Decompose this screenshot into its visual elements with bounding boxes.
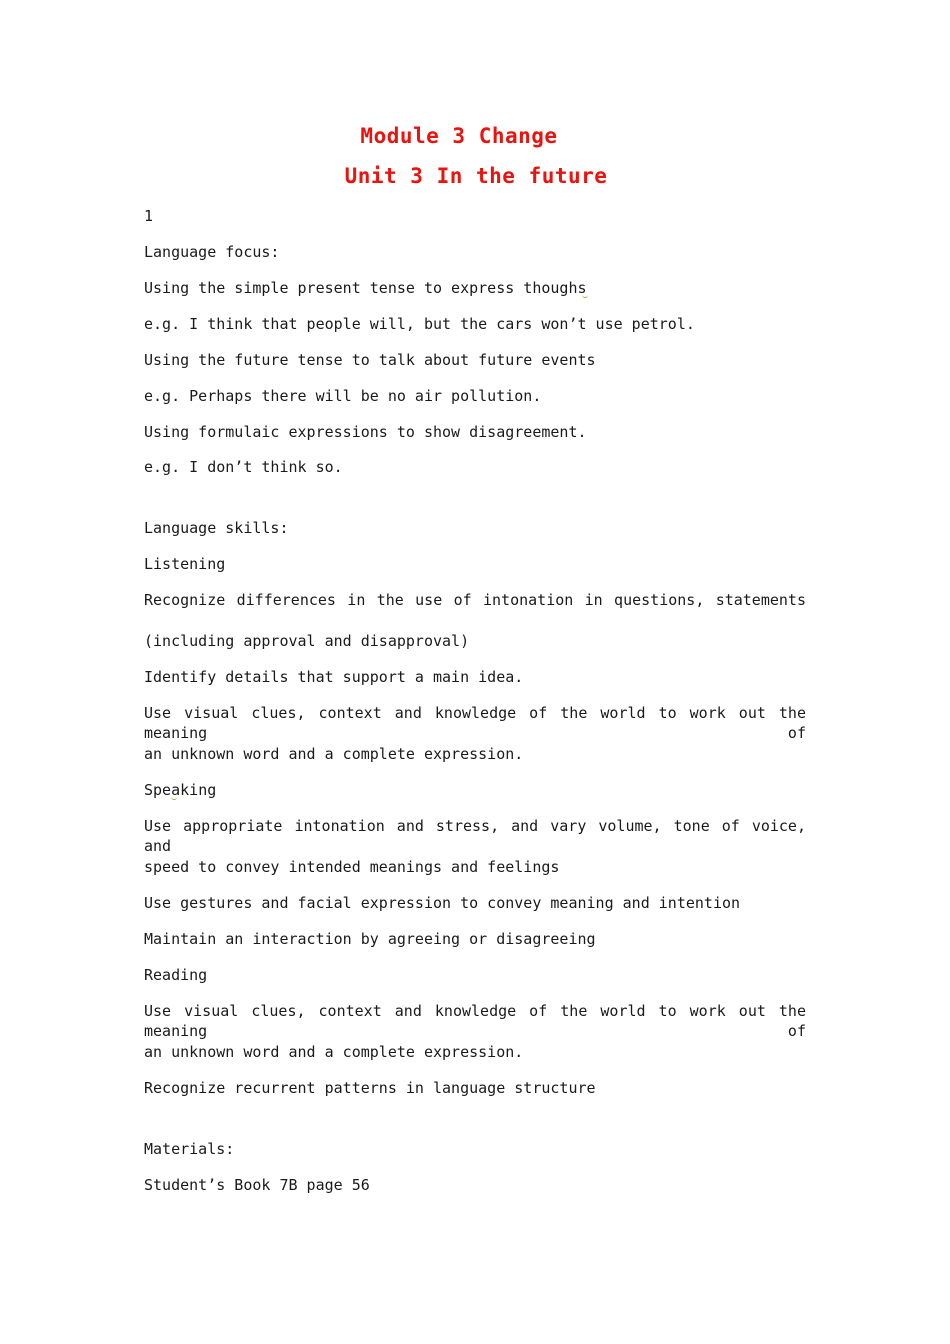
listening-heading: Listening: [144, 555, 226, 573]
document-title: Module 3 Change: [360, 124, 558, 148]
focus-line-3: Using the future tense to talk about future events: [144, 351, 596, 369]
focus-line-1: [144, 278, 587, 298]
speaking-heading-b: ng: [198, 781, 217, 799]
reading-line-2: Recognize recurrent patterns in language structure: [144, 1079, 596, 1097]
listening-line-3a: Use visual clues, context and knowledge of the world to work out the meaning of: [144, 704, 806, 742]
focus-line-2: e.g. I think that people will, but the cars won’t use petrol.: [144, 315, 695, 333]
focus-line-6: e.g. I don’t think so.: [144, 458, 343, 476]
listening-line-3b: an unknown word and a complete expression.: [144, 745, 524, 763]
speaking-line-3: Maintain an interaction by agreeing or disagreeing: [144, 930, 596, 948]
section-number: 1: [144, 207, 154, 225]
listening-line-2: Identify details that support a main idea.: [144, 668, 524, 686]
speaking-heading-a: Speaki: [144, 781, 199, 799]
speaking-line-2: Use gestures and facial expression to convey meaning and intention: [144, 894, 741, 912]
speaking-heading: [144, 780, 216, 800]
language-skills-heading: Language skills:: [144, 519, 289, 537]
focus-line-1-tail: s: [577, 279, 587, 297]
focus-line-4: e.g. Perhaps there will be no air pollution.: [144, 387, 542, 405]
reading-heading: Reading: [144, 966, 208, 984]
reading-line-1b: an unknown word and a complete expression.: [144, 1043, 524, 1061]
language-focus-heading: Language focus:: [144, 243, 280, 261]
document-subtitle: Unit 3 In the future: [344, 164, 608, 188]
listening-line-1a: Recognize differences in the use of intonation in questions, statements: [144, 591, 806, 609]
listening-line-1b: (including approval and disapproval): [144, 632, 470, 650]
speaking-line-1a: Use appropriate intonation and stress, and vary volume, tone of voice, and: [144, 817, 806, 855]
focus-line-5: Using formulaic expressions to show disagreement.: [144, 423, 587, 441]
speaking-line-1b: speed to convey intended meanings and feelings: [144, 858, 560, 876]
materials-heading: Materials:: [144, 1140, 235, 1158]
reading-line-1a: Use visual clues, context and knowledge of the world to work out the meaning of: [144, 1002, 806, 1040]
focus-line-1-text: Using the simple present tense to express though: [144, 279, 578, 297]
materials-line-1: Student’s Book 7B page 56: [144, 1176, 370, 1194]
